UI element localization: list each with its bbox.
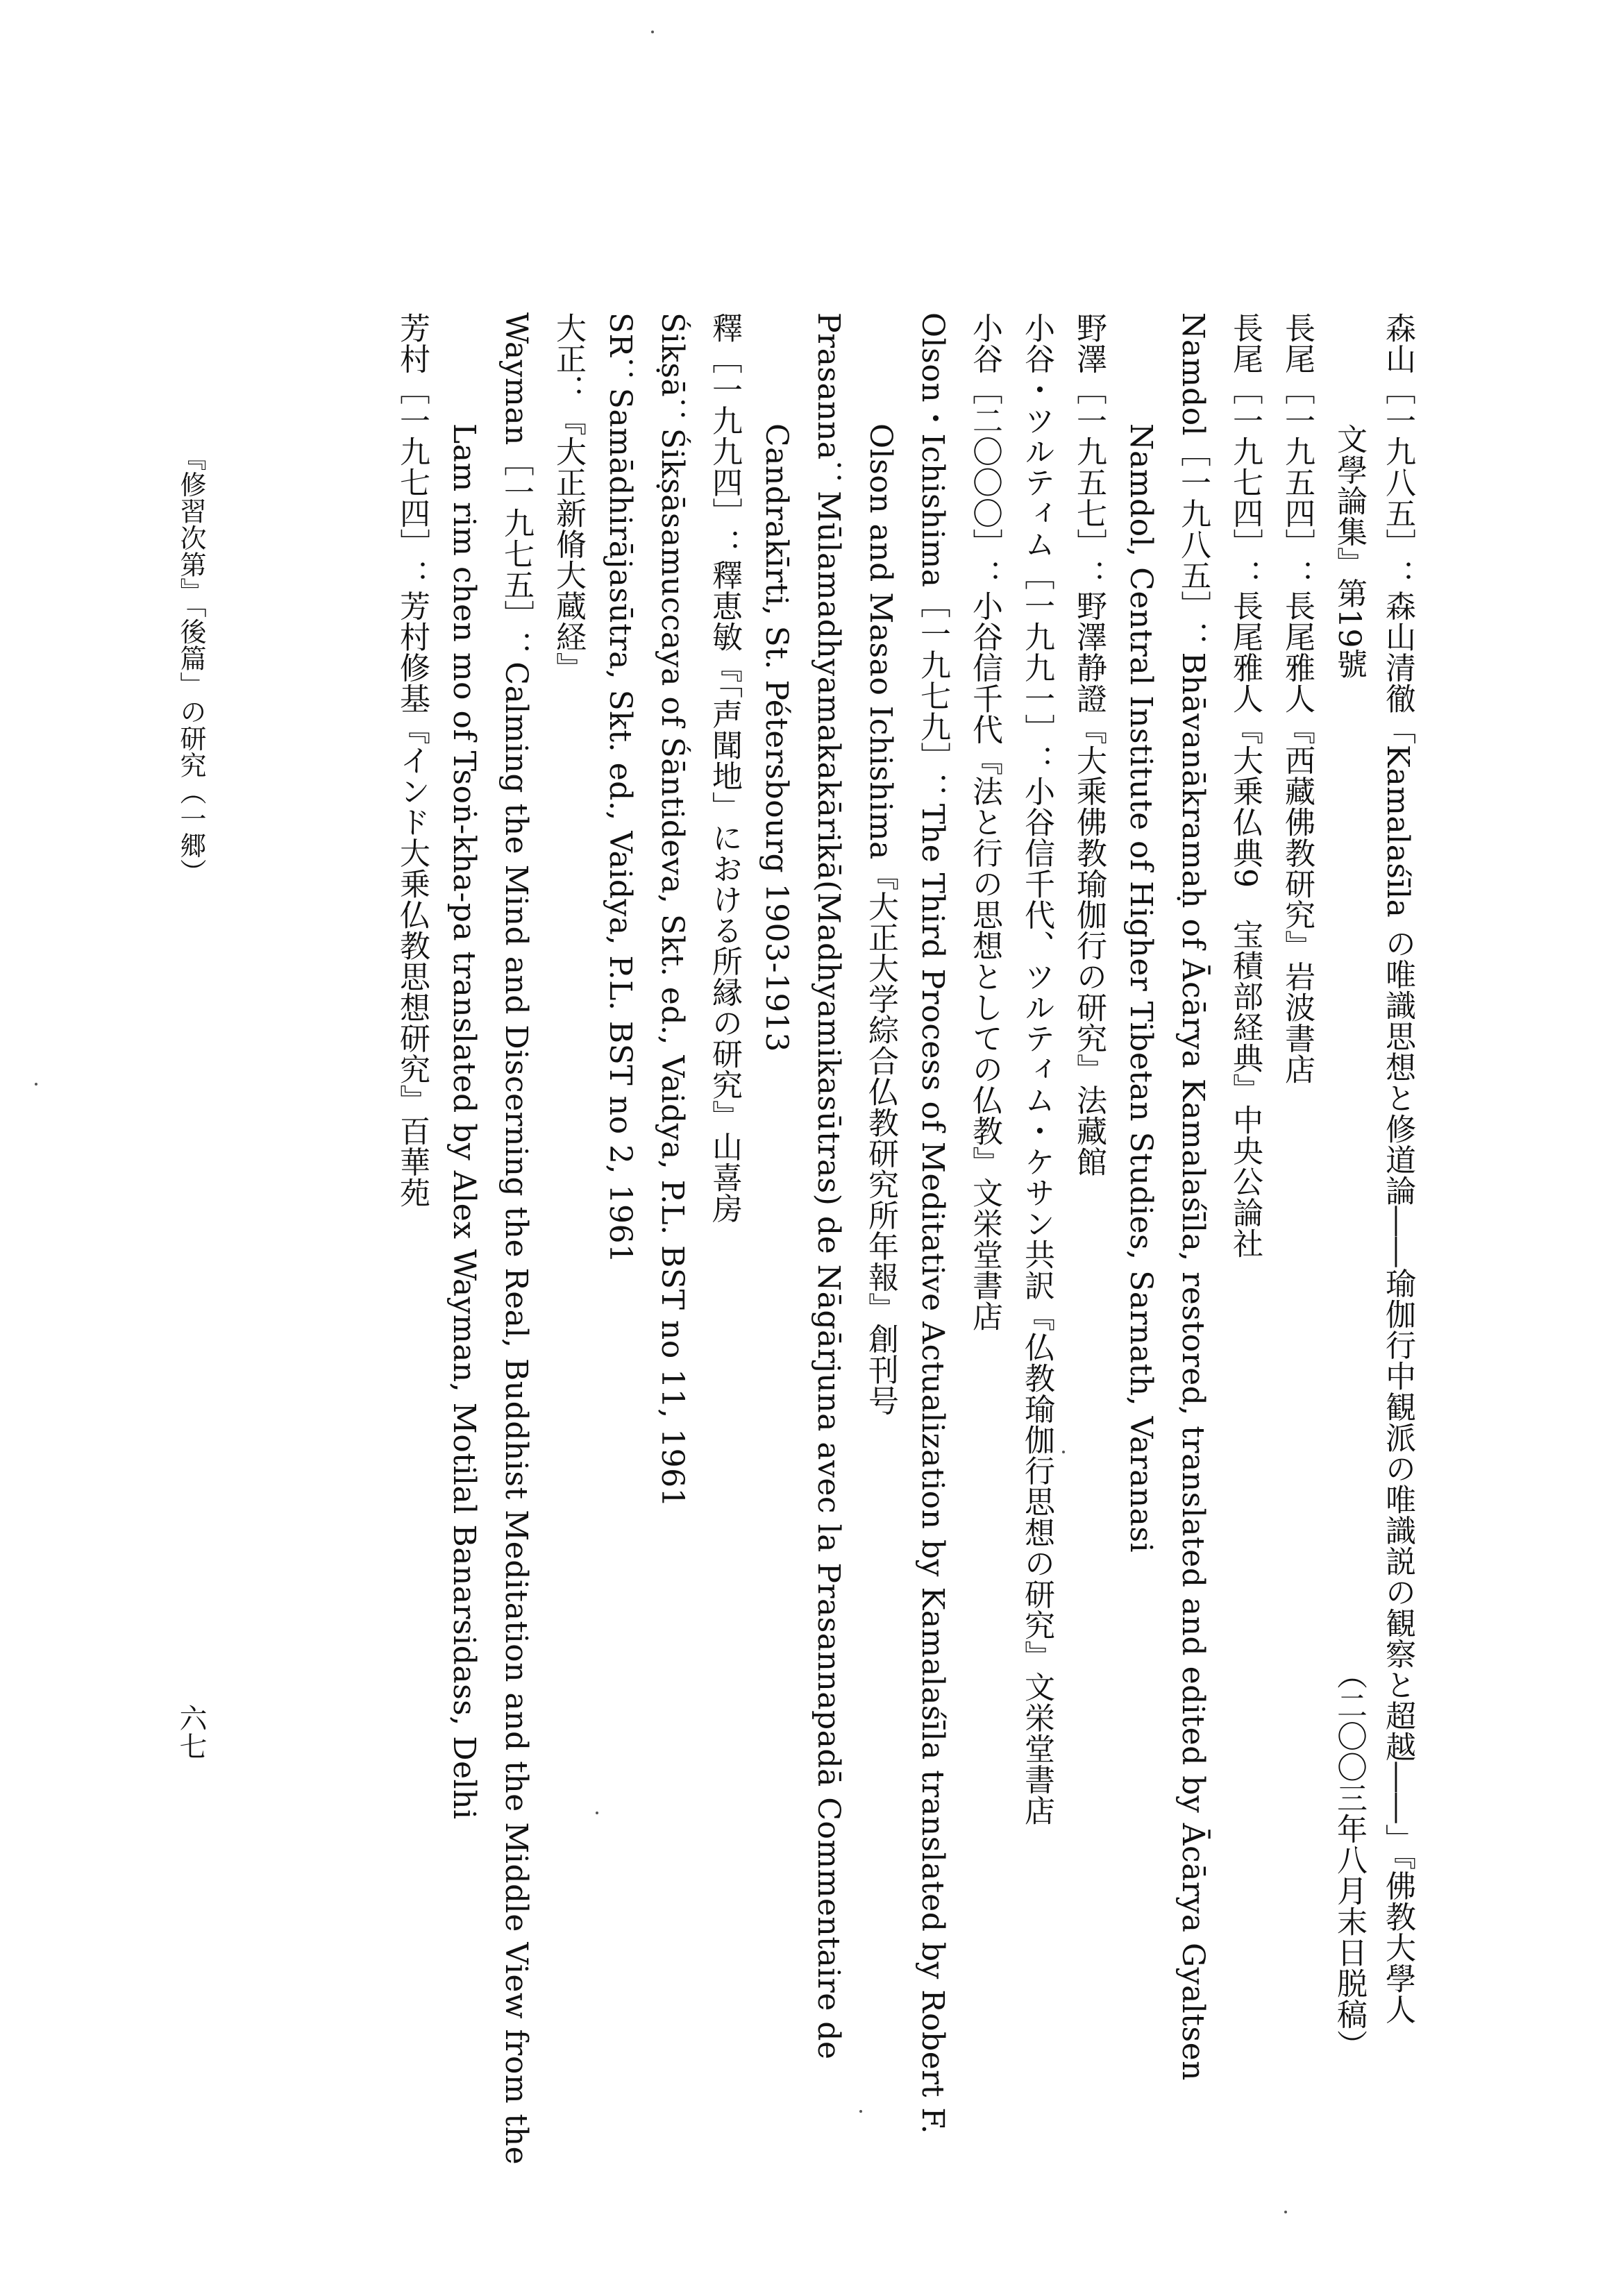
reference-entry-wayman-cont: Lam rim chen mo of Tsoṅ-kha-pa translated by Alex Wayman, Motilal Banarsidass, Delhi bbox=[446, 423, 482, 1820]
reference-entry-otani-tsultrim: 小谷・ツルティム［一九九一］：小谷信千代、ツルティム・ケサン共訳『仏教瑜伽行思想の研究』文栄堂書店 bbox=[1019, 312, 1054, 1826]
manuscript-date-note: （二〇〇三年八月末日脱稿） bbox=[1331, 1659, 1367, 2061]
reference-entry-namdol-cont: Namdol, Central Institute of Higher Tibetan Studies, Sarnath, Varanasi bbox=[1123, 423, 1159, 1553]
reference-entry-olson-cont: Olson and Masao Ichishima『大正大学綜合仏教研究所年報』創刊号 bbox=[863, 423, 898, 1416]
running-footer: 『修習次第』「後篇」の研究（一郷） bbox=[176, 444, 206, 886]
reference-entry-prasanna-cont: Candrakīrti, St. Pétersbourg 1903-1913 bbox=[759, 423, 794, 1052]
page-number: 六七 bbox=[175, 1704, 207, 1760]
reference-entry-nozawa: 野澤［一九五七］：野澤静證『大乘佛教瑜伽行の研究』法藏館 bbox=[1071, 312, 1107, 1177]
scan-speck bbox=[859, 2110, 862, 2113]
reference-entry-yoshimura: 芳村［一九七四］：芳村修基『インド大乗仏教思想研究』百華苑 bbox=[394, 312, 430, 1208]
reference-entry-nagao-1954: 長尾［一九五四］：長尾雅人『西藏佛教研究』岩波書店 bbox=[1279, 312, 1315, 1085]
scan-speck bbox=[1062, 1451, 1065, 1453]
scan-speck bbox=[1284, 2211, 1287, 2213]
reference-entry-siksa: Śikṣā：Śikṣāsamuccaya of Śāntideva, Skt. ed., Vaidya, P.L. BST no 11, 1961 bbox=[655, 312, 690, 1508]
reference-entry-namdol: Namdol［一九八五］：Bhāvanākramaḥ of Ācārya Kamalaśīla, restored, translated and edited by Ācārya Gyaltsen bbox=[1175, 312, 1211, 2081]
scan-speck bbox=[35, 1083, 37, 1086]
reference-entry-nagao-1974: 長尾［一九七四］：長尾雅人『大乗仏典9 宝積部経典』中央公論社 bbox=[1227, 312, 1263, 1259]
reference-entry-olson: Olson・Ichishima［一九七九］：The Third Process of Meditative Actualization by Kamalaśīla translated by Robert F. bbox=[915, 312, 950, 2135]
reference-entry-wayman: Wayman［一九七五］：Calming the Mind and Discerning the Real, Buddhist Meditation and the Middle View from the bbox=[498, 312, 534, 2166]
reference-entry-otani-2000: 小谷［二〇〇〇］：小谷信千代『法と行の思想としての仏教』文栄堂書店 bbox=[967, 312, 1002, 1332]
scan-speck bbox=[596, 1812, 598, 1814]
reference-entry-taisho: 大正：『大正新脩大蔵経』 bbox=[550, 312, 586, 683]
reference-entry-prasanna: Prasanna：Mūlamadhyamakakārikā(Madhyamikasūtras) de Nāgārjuna avec la Prasannapadā Commentaire de bbox=[811, 312, 846, 2060]
scan-speck bbox=[651, 31, 654, 33]
reference-entry-shaku: 釋［一九九四］：釋恵敏『「声聞地」における所縁の研究』山喜房 bbox=[707, 312, 742, 1224]
reference-entry-moriyama: 森山［一九八五］：森山清徹「Kamalaśīla の唯識思想と修道論――瑜伽行中観派の唯識説の観察と超越――」『佛教大學人 bbox=[1380, 312, 1415, 2025]
reference-entry-moriyama-cont: 文學論集』第19號 bbox=[1331, 423, 1367, 679]
reference-entry-sr: SR：Samādhirājasūtra, Skt. ed., Vaidya, P.L. BST no 2, 1961 bbox=[603, 312, 638, 1264]
